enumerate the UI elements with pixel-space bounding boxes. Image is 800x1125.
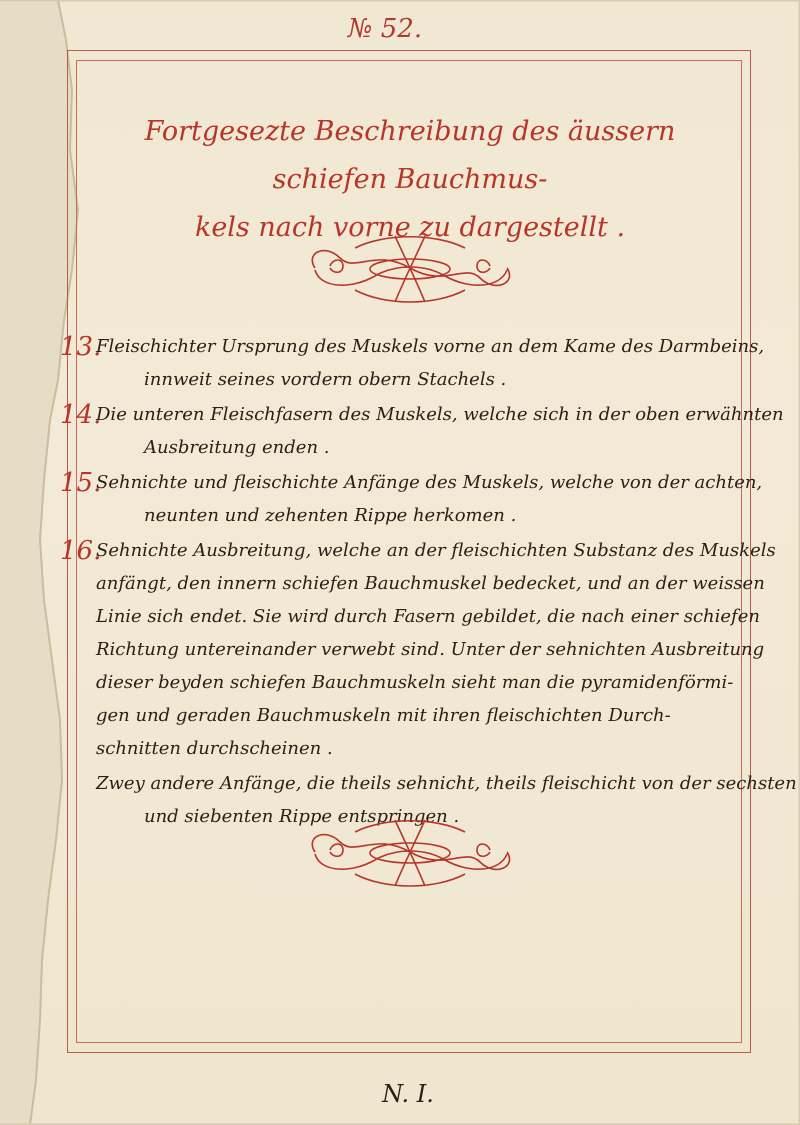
entry-line: Ausbreitung enden .: [144, 437, 330, 458]
title-line-2: kels nach vorne zu dargestellt .: [194, 212, 626, 243]
entry-line: Sehnichte Ausbreitung, welche an der fleischichten Substanz des Muskels: [96, 540, 776, 561]
title-line-1: Fortgesezte Beschreibung des äussern schiefen Bauchmus-: [144, 116, 676, 195]
entry-number: 14.: [60, 400, 102, 430]
entry-line: Richtung untereinander verwebt sind. Unter der sehnichten Ausbreitung: [96, 639, 765, 660]
entry-13: [60, 330, 765, 396]
entry-text: [96, 398, 784, 464]
entry-line: schnitten durchscheinen .: [96, 738, 333, 759]
entry-line: Zwey andere Anfänge, die theils sehnicht, theils fleischicht von der sechsten: [96, 773, 797, 794]
entry-line: Sehnichte und fleischichte Anfänge des Muskels, welche von der achten,: [96, 472, 763, 493]
entry-text: [96, 330, 765, 396]
entry-15: [60, 466, 763, 532]
entry-14: [60, 398, 784, 464]
entry-list: [60, 330, 797, 835]
entry-line: anfängt, den innern schiefen Bauchmuskel bedecket, und an der weissen: [96, 573, 765, 594]
entry-line: Fleischichter Ursprung des Muskels vorne an dem Kame des Darmbeins,: [96, 336, 765, 357]
entry-line: innweit seines vordern obern Stachels .: [144, 369, 507, 390]
entry-number: 16.: [60, 536, 102, 566]
entry-line: gen und geraden Bauchmuskeln mit ihren fleischichten Durch-: [96, 705, 671, 726]
top-flourish-ornament: [295, 228, 525, 310]
entry-line: dieser beyden schiefen Bauchmuskeln sieht man die pyramidenförmi-: [96, 672, 734, 693]
entry-line: Die unteren Fleischfasern des Muskels, welche sich in der oben erwähnten: [96, 404, 784, 425]
entry-16: [60, 534, 776, 765]
entry-text: [96, 466, 763, 532]
entry-line: Linie sich endet. Sie wird durch Fasern gebildet, die nach einer schiefen: [96, 606, 760, 627]
entry-number: 15.: [60, 468, 102, 498]
signature-mark: N. I.: [382, 1080, 434, 1108]
entry-number: 13.: [60, 332, 102, 362]
bottom-flourish-ornament: [295, 812, 525, 894]
entry-line: und siebenten Rippe entspringen .: [144, 806, 460, 827]
entry-line: neunten und zehenten Rippe herkomen .: [144, 505, 517, 526]
entry-text: [96, 534, 776, 765]
page-number: № 52.: [347, 14, 423, 44]
